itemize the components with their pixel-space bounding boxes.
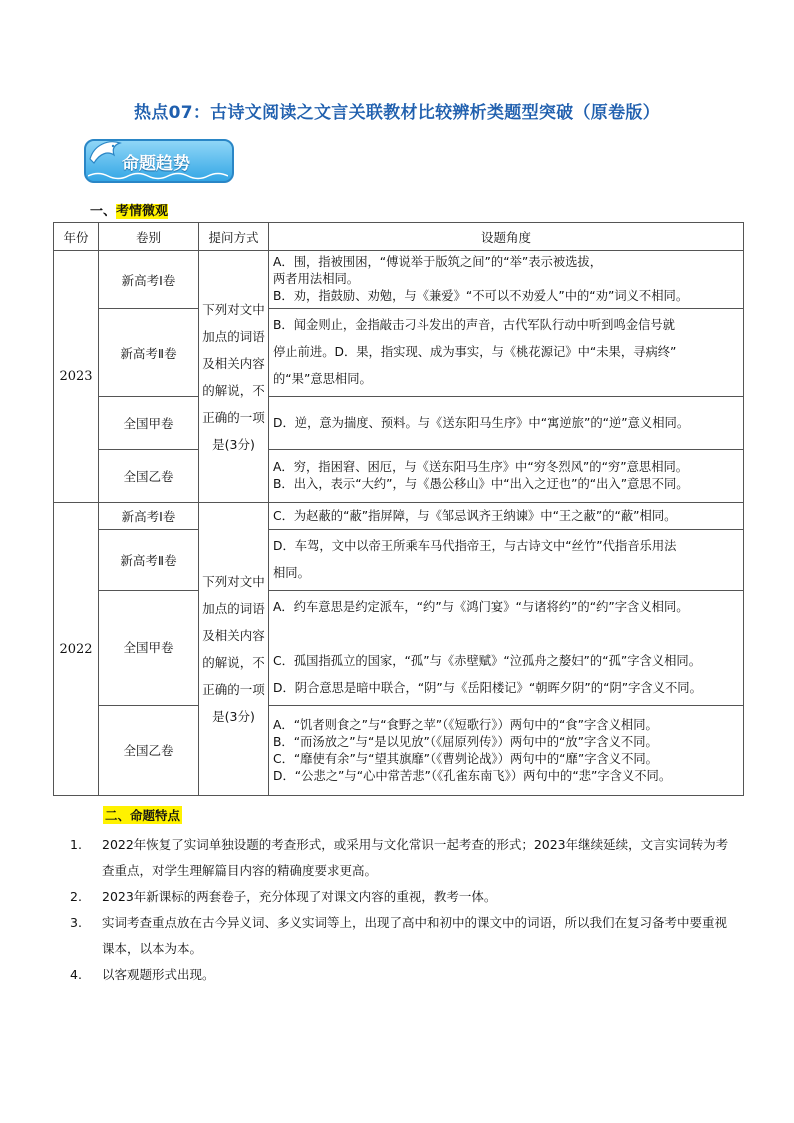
- table-row: [54, 309, 744, 397]
- method-cell: 下列对文中加点的词语及相关内容的解说，不正确的一项是(3分): [199, 251, 269, 503]
- angle-line: D．阴合意思是暗中联合，“阴”与《岳阳楼记》“朝晖夕阴”的“阴”字含义不同。: [273, 681, 702, 695]
- list-item-text: 2023年新课标的两套卷子，充分体现了对课文内容的重视，教考一体。: [102, 889, 497, 904]
- angle-line: 的“果”意思相同。: [273, 372, 372, 386]
- angle-line: D．逆，意为揣度、预料。与《送东阳马生序》中“寓逆旅”的“逆”意义相同。: [273, 415, 690, 430]
- table-row: [54, 503, 744, 530]
- section1-heading: [90, 200, 168, 219]
- header-year: 年份: [54, 223, 99, 251]
- paper-cell: [99, 706, 199, 796]
- angle-cell: [269, 450, 744, 503]
- angle-line: D．“公悲之”与“心中常苦悲”（《孔雀东南飞》）两句中的“悲”字含义不同。: [273, 768, 672, 783]
- angle-line: B．“而汤放之”与“是以见放”（《屈原列传》）两句中的“放”字含义不同。: [273, 734, 658, 749]
- list-item: [70, 962, 730, 988]
- angle-line: 两者用法相同。: [273, 272, 360, 286]
- paper-cell: 新高考Ⅱ卷: [99, 309, 199, 397]
- section1-num: 一、: [90, 204, 117, 219]
- angle-line: [273, 621, 739, 648]
- list-item-number: 1.: [70, 837, 82, 852]
- section2-heading: 二、命题特点: [105, 808, 181, 823]
- angle-line: C．为赵蔽的“蔽”指屏障，与《邹忌讽齐王纳谏》中“王之蔽”的“蔽”相同。: [273, 508, 677, 523]
- table-header-row: [54, 223, 744, 251]
- angle-cell: [269, 503, 744, 530]
- list-item-text: 以客观题形式出现。: [102, 967, 215, 982]
- paper-cell: [99, 397, 199, 450]
- header-angle: 设题角度: [269, 223, 744, 251]
- list-item: [70, 910, 730, 962]
- paper-cell: 新高考Ⅰ卷: [99, 251, 199, 309]
- header-method: 提问方式: [199, 223, 269, 251]
- table-row: [54, 591, 744, 706]
- dolphin-icon: [86, 133, 126, 173]
- paper-cell: 新高考Ⅱ卷: [99, 530, 199, 591]
- exam-table: [53, 222, 744, 796]
- list-item-number: 4.: [70, 967, 82, 982]
- section-banner: [84, 133, 236, 185]
- angle-line: B．闻金则止，金指敲击刁斗发出的声音，古代军队行动中听到鸣金信号就: [273, 318, 675, 332]
- angle-line: C．“靡使有余”与“望其旗靡”（《曹刿论战》）两句中的“靡”字含义不同。: [273, 751, 658, 766]
- list-item: [70, 832, 730, 884]
- angle-line: B．出入，表示“大约”，与《愚公移山》中“出入之迂也”的“出入”意思不同。: [273, 477, 689, 491]
- banner-label: 命题趋势: [122, 154, 190, 174]
- angle-line: A．围，指被围困，“傅说举于版筑之间”的“举”表示被选拔，: [273, 255, 603, 269]
- paper-label: 全国乙卷: [123, 742, 174, 758]
- angle-line: 停止前进。D．果，指实现、成为事实，与《桃花源记》中“未果，寻病终”: [273, 345, 677, 359]
- angle-line: A．穷，指困窘、困厄，与《送东阳马生序》中“穷冬烈风”的“穷”意思相同。: [273, 460, 689, 474]
- paper-cell: [99, 591, 199, 706]
- angle-line: C．孤国指孤立的国家，“孤”与《赤壁赋》“泣孤舟之嫠妇”的“孤”字含义相同。: [273, 654, 702, 668]
- table-row: [54, 530, 744, 591]
- angle-cell: [269, 530, 744, 591]
- paper-label: 全国甲卷: [123, 640, 174, 655]
- angle-cell: [269, 706, 744, 796]
- angle-cell: [269, 591, 744, 706]
- angle-line: A．“饥者则食之”与“食野之苹”（《短歌行》）两句中的“食”字含义相同。: [273, 717, 658, 732]
- table-row: [54, 706, 744, 796]
- list-item-number: 3.: [70, 915, 82, 930]
- angle-line: 相同。: [273, 566, 310, 580]
- list-item-text: 2022年恢复了实词单独设题的考查形式，或采用与文化常识一起考查的形式；2023年继续延续，文言实词转为考查重点，对学生理解篇目内容的精确度要求更高。: [102, 837, 729, 878]
- section1-label: 考情微观: [116, 204, 169, 219]
- angle-cell: [269, 397, 744, 450]
- angle-line: B．劝，指鼓励、劝勉，与《兼爱》“不可以不劝爱人”中的“劝”词义不相同。: [273, 289, 689, 303]
- paper-label: 全国乙卷: [123, 468, 174, 484]
- list-item-number: 2.: [70, 889, 82, 904]
- table-row: [54, 251, 744, 309]
- method-cell: 下列对文中加点的词语及相关内容的解说，不正确的一项是(3分): [199, 503, 269, 796]
- paper-label: 全国甲卷: [123, 415, 174, 431]
- angle-cell: [269, 309, 744, 397]
- paper-cell: [99, 450, 199, 503]
- page-title: 热点07：古诗文阅读之文言关联教材比较辨析类题型突破（原卷版）: [134, 103, 660, 123]
- table-row: [54, 397, 744, 450]
- list-item: [70, 884, 730, 910]
- feature-list: [70, 832, 730, 988]
- list-item-text: 实词考查重点放在古今异义词、多义实词等上，出现了高中和初中的课文中的词语，所以我们在复习备考中要重视课本，以本为本。: [102, 915, 728, 956]
- angle-cell: [269, 251, 744, 309]
- year-cell: 2022: [54, 503, 99, 796]
- year-cell: 2023: [54, 251, 99, 503]
- angle-line: A．约车意思是约定派车，“约”与《鸿门宴》“与诸将约”的“约”字含义相同。: [273, 600, 689, 614]
- table-row: [54, 450, 744, 503]
- header-paper: 卷别: [99, 223, 199, 251]
- paper-cell: 新高考Ⅰ卷: [99, 503, 199, 530]
- angle-line: D．车驾，文中以帝王所乘车马代指帝王，与古诗文中“丝竹”代指音乐用法: [273, 539, 677, 553]
